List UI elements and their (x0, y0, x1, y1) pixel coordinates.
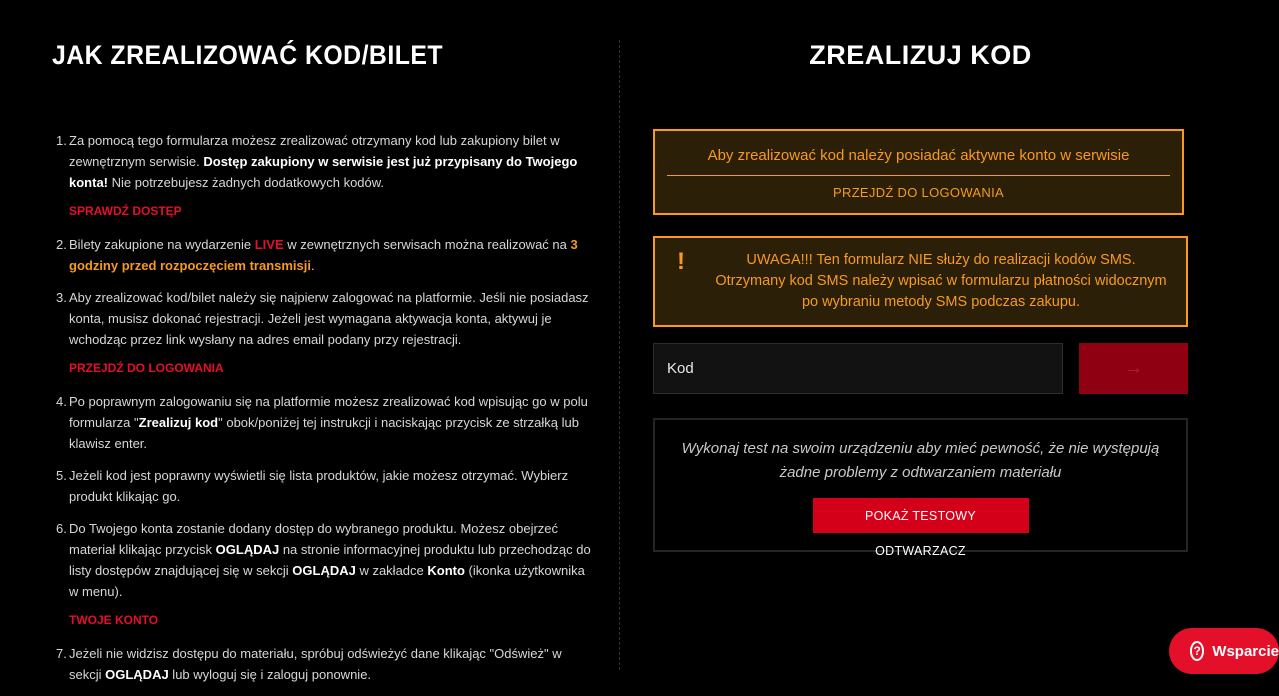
time-highlight: 3 godziny przed rozpoczęciem transmisji (69, 237, 578, 273)
warning-text: UWAGA!!! Ten formularz NIE służy do realizacji kodów SMS. Otrzymany kod SMS należy wpisać w formularzu płatności widocznym po wybraniu metody SMS podczas zakupu. (715, 252, 1167, 310)
step-text: Jeżeli nie widzisz dostępu do materiału, spróbuj odświeżyć dane klikając "Odśwież" w sekcji (69, 646, 562, 682)
step-text: Nie potrzebujesz żadnych dodatkowych kodów. (108, 175, 385, 190)
step-number: 4. (56, 394, 67, 409)
help-label: Wsparcie (1212, 642, 1279, 660)
step-text: na stronie informacyjnej produktu lub przechodząc do listy dostępów znajdującej się w sekcji (69, 542, 591, 578)
step-number: 7. (56, 646, 67, 661)
step-text: w zewnętrznych serwisach można realizować na (283, 237, 571, 252)
step-text: Do Twojego konta zostanie dodany dostęp do wybranego produktu. Możesz obejrzeć materiał klikając przycisk (69, 521, 559, 557)
player-test-box (653, 418, 1188, 558)
step-number: 5. (56, 468, 67, 483)
step-text: lub wyloguj się i zaloguj ponownie. (168, 667, 372, 682)
check-access-link[interactable]: SPRAWDŹ DOSTĘP (69, 204, 182, 218)
question-icon: ? (1190, 641, 1204, 661)
step-bold-text: Zrealizuj kod (138, 415, 219, 430)
step-number: 1. (56, 133, 67, 148)
step-2 (52, 234, 592, 276)
step-7 (52, 643, 592, 685)
code-input[interactable] (653, 343, 1063, 394)
step-text: Jeżeli kod jest poprawny wyświetli się lista produktów, jakie możesz otrzymać. Wybierz produkt klikając go. (69, 468, 569, 504)
step-number: 3. (56, 290, 67, 305)
step-4 (52, 391, 592, 454)
step-text: (ikonka użytkownika w menu). (69, 563, 585, 599)
live-label: LIVE (254, 237, 284, 252)
player-test-text: Wykonaj test na swoim urządzeniu aby mieć pewność, że nie występują żadne problemy z odtwarzaniem materiału (681, 440, 1160, 481)
step-bold-text: OGLĄDAJ (105, 667, 169, 682)
arrow-right-icon: → (1123, 357, 1144, 379)
step-number: 2. (56, 237, 67, 252)
step-number: 6. (56, 521, 67, 536)
notice-login-link[interactable]: PRZEJDŹ DO LOGOWANIA (833, 185, 1004, 200)
step-text: " obok/poniżej tej instrukcji i naciskając przycisk ze strzałką lub klawisz enter. (69, 415, 579, 451)
step-bold-text: OGLĄDAJ (215, 542, 280, 557)
redeem-title: ZREALIZUJ KOD (809, 40, 1032, 70)
notice-message: Aby zrealizować kod należy posiadać aktywne konto w serwisie (667, 145, 1170, 176)
your-account-link[interactable]: TWOJE KONTO (69, 613, 159, 627)
help-button[interactable] (1169, 628, 1279, 674)
step-text: Aby zrealizować kod/bilet należy się najpierw zalogować na platformie. Jeśli nie posiadasz konta, musisz dokonać rejestracji. Jeżeli jest wymagana aktywacja konta, aktywuj je wchodząc przez link wysłany na adres email podany przy rejestracji. (69, 290, 589, 347)
step-text: Bilety zakupione na wydarzenie (69, 237, 255, 252)
step-text: Po poprawnym zalogowaniu się na platformie możesz zrealizować kod wpisując go w polu formularza " (69, 394, 588, 430)
step-bold-text: OGLĄDAJ (292, 563, 356, 578)
step-bold-text: Dostęp zakupiony w serwisie jest już przypisany do Twojego konta! (69, 154, 578, 190)
sms-warning (653, 236, 1188, 327)
step-1 (52, 130, 592, 193)
step-3 (52, 287, 592, 350)
go-to-login-link[interactable]: PRZEJDŹ DO LOGOWANIA (69, 361, 224, 375)
submit-code-button[interactable] (1079, 343, 1188, 394)
show-test-player-button[interactable]: POKAŻ TESTOWY ODTWARZACZ (813, 498, 1029, 533)
instructions-title: JAK ZREALIZOWAĆ KOD/BILET (52, 40, 443, 70)
step-text: Za pomocą tego formularza możesz zrealizować otrzymany kod lub zakupiony bilet w zewnętrznym serwisie. (69, 133, 560, 169)
account-required-notice (653, 129, 1184, 215)
step-text: . (311, 258, 315, 273)
column-divider (619, 40, 620, 670)
step-bold-text: Konto (427, 563, 465, 578)
instructions-list (52, 130, 592, 696)
step-5 (52, 465, 592, 507)
step-text: w zakładce (355, 563, 428, 578)
step-6 (52, 518, 592, 602)
exclamation-icon: ! (677, 248, 685, 275)
